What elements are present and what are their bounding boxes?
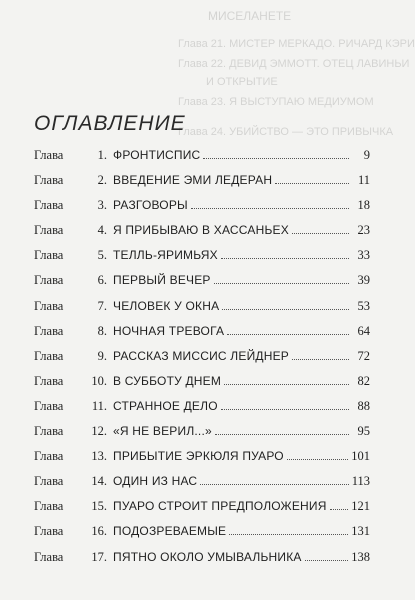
- chapter-label: Глава: [34, 499, 64, 514]
- chapter-number: 3.: [97, 198, 107, 213]
- dot-leader: [330, 509, 349, 510]
- page-number: 121: [351, 499, 370, 514]
- dot-leader: [292, 233, 349, 234]
- chapter-label: Глава: [34, 373, 64, 388]
- page-number: 101: [351, 449, 370, 464]
- table-of-contents: [34, 148, 370, 575]
- chapter-title: ВВЕДЕНИЕ ЭМИ ЛЕДЕРАН: [113, 173, 273, 188]
- page-number: 9: [363, 148, 370, 162]
- chapter-label: Глава: [34, 198, 64, 213]
- chapter-title: РАЗГОВОРЫ: [113, 198, 188, 213]
- chapter-label: Глава: [34, 398, 64, 413]
- page-number: 64: [357, 323, 370, 338]
- chapter-label: Глава: [34, 323, 64, 338]
- chapter-number: 8.: [97, 323, 107, 338]
- toc-entry[interactable]: [34, 223, 370, 248]
- chapter-title: ТЕЛЛЬ-ЯРИМЬЯХ: [113, 248, 218, 263]
- chapter-title: ПЯТНО ОКОЛО УМЫВАЛЬНИКА: [113, 549, 302, 564]
- chapter-label: Глава: [34, 273, 64, 288]
- chapter-number: 2.: [97, 173, 107, 188]
- dot-leader: [221, 409, 349, 410]
- chapter-label: Глава: [34, 298, 64, 313]
- page-number: 82: [357, 373, 370, 388]
- page-number: 95: [357, 424, 370, 439]
- page-number: 88: [357, 398, 370, 413]
- chapter-title: Я ПРИБЫВАЮ В ХАССАНЬЕХ: [113, 223, 289, 238]
- bleed-line: Глава 24. УБИЙСТВО — ЭТО ПРИВЫЧКА: [178, 126, 394, 138]
- dot-leader: [200, 484, 348, 485]
- chapter-number: 10.: [91, 373, 107, 388]
- bleed-line: Глава 22. ДЕВИД ЭММОТТ. ОТЕЦ ЛАВИНЬИ: [178, 58, 410, 70]
- chapter-title: РАССКАЗ МИССИС ЛЕЙДНЕР: [113, 348, 289, 363]
- chapter-number: 13.: [91, 449, 107, 464]
- chapter-title: СТРАННОЕ ДЕЛО: [113, 398, 218, 413]
- dot-leader: [275, 183, 349, 184]
- dot-leader: [221, 258, 349, 259]
- chapter-number: 16.: [91, 524, 107, 539]
- toc-entry[interactable]: [34, 474, 370, 499]
- toc-heading: ОГЛАВЛЕНИЕ: [34, 112, 186, 135]
- chapter-label: Глава: [34, 223, 64, 238]
- chapter-label: Глава: [34, 424, 64, 439]
- bleed-line: МИСЕЛАНЕТЕ: [208, 9, 292, 23]
- chapter-label: Глава: [34, 524, 64, 539]
- chapter-title: ФРОНТИСПИС: [113, 148, 201, 162]
- toc-entry[interactable]: [34, 148, 370, 173]
- page-number: 72: [357, 348, 370, 363]
- page-number: 33: [357, 248, 370, 263]
- chapter-title: ПРИБЫТИЕ ЭРКЮЛЯ ПУАРО: [113, 449, 284, 464]
- toc-entry[interactable]: [34, 449, 370, 474]
- chapter-number: 4.: [97, 223, 107, 238]
- chapter-label: Глава: [34, 348, 64, 363]
- bleed-line: Глава 23. Я ВЫСТУПАЮ МЕДИУМОМ: [178, 96, 374, 108]
- chapter-label: Глава: [34, 549, 64, 564]
- toc-entry[interactable]: [34, 299, 370, 324]
- toc-entry[interactable]: [34, 198, 370, 223]
- chapter-number: 15.: [91, 499, 107, 514]
- toc-entry[interactable]: [34, 173, 370, 198]
- page-number: 18: [357, 198, 370, 213]
- chapter-title: «Я НЕ ВЕРИЛ...»: [113, 424, 212, 439]
- page-number: 39: [357, 273, 370, 288]
- toc-entry[interactable]: [34, 273, 370, 298]
- chapter-title: ПЕРВЫЙ ВЕЧЕР: [113, 273, 211, 288]
- toc-entry[interactable]: [34, 524, 370, 549]
- chapter-number: 6.: [97, 273, 107, 288]
- dot-leader: [214, 283, 349, 284]
- chapter-title: ЧЕЛОВЕК У ОКНА: [113, 298, 220, 313]
- chapter-label: Глава: [34, 248, 64, 263]
- dot-leader: [191, 208, 349, 209]
- toc-entry[interactable]: [34, 349, 370, 374]
- chapter-title: ПОДОЗРЕВАЕМЫЕ: [113, 524, 227, 539]
- dot-leader: [292, 359, 349, 360]
- bleed-line: И ОТКРЫТИЕ: [206, 76, 278, 88]
- chapter-title: ОДИН ИЗ НАС: [113, 474, 198, 489]
- chapter-label: Глава: [34, 173, 64, 188]
- dot-leader: [222, 309, 349, 310]
- toc-entry[interactable]: [34, 550, 370, 575]
- page-number: 113: [351, 474, 370, 489]
- toc-entry[interactable]: [34, 374, 370, 399]
- page-number: 131: [351, 524, 370, 539]
- toc-entry[interactable]: [34, 324, 370, 349]
- toc-entry[interactable]: [34, 499, 370, 524]
- chapter-title: НОЧНАЯ ТРЕВОГА: [113, 323, 225, 338]
- dot-leader: [227, 334, 349, 335]
- chapter-number: 5.: [97, 248, 107, 263]
- page-number: 23: [357, 223, 370, 238]
- page-number: 53: [357, 298, 370, 313]
- dot-leader: [287, 459, 348, 460]
- dot-leader: [224, 384, 349, 385]
- chapter-label: Глава: [34, 449, 64, 464]
- dot-leader: [215, 434, 349, 435]
- page-number: 138: [351, 549, 370, 564]
- dot-leader: [305, 560, 349, 561]
- chapter-title: ПУАРО СТРОИТ ПРЕДПОЛОЖЕНИЯ: [113, 499, 327, 514]
- chapter-number: 11.: [91, 398, 107, 413]
- chapter-number: 9.: [97, 348, 107, 363]
- dot-leader: [229, 534, 348, 535]
- toc-entry[interactable]: [34, 424, 370, 449]
- chapter-label: Глава: [34, 148, 64, 162]
- toc-entry[interactable]: [34, 399, 370, 424]
- chapter-label: Глава: [34, 474, 64, 489]
- chapter-title: В СУББОТУ ДНЕМ: [113, 373, 222, 388]
- bleed-line: Глава 21. МИСТЕР МЕРКАДО. РИЧАРД КЭРИ: [178, 38, 415, 50]
- page-number: 11: [357, 173, 370, 188]
- chapter-number: 14.: [91, 474, 107, 489]
- dot-leader: [203, 158, 349, 159]
- toc-entry[interactable]: [34, 248, 370, 273]
- chapter-number: 12.: [91, 424, 107, 439]
- chapter-number: 7.: [97, 298, 107, 313]
- chapter-number: 17.: [91, 549, 107, 564]
- chapter-number: 1.: [97, 148, 107, 162]
